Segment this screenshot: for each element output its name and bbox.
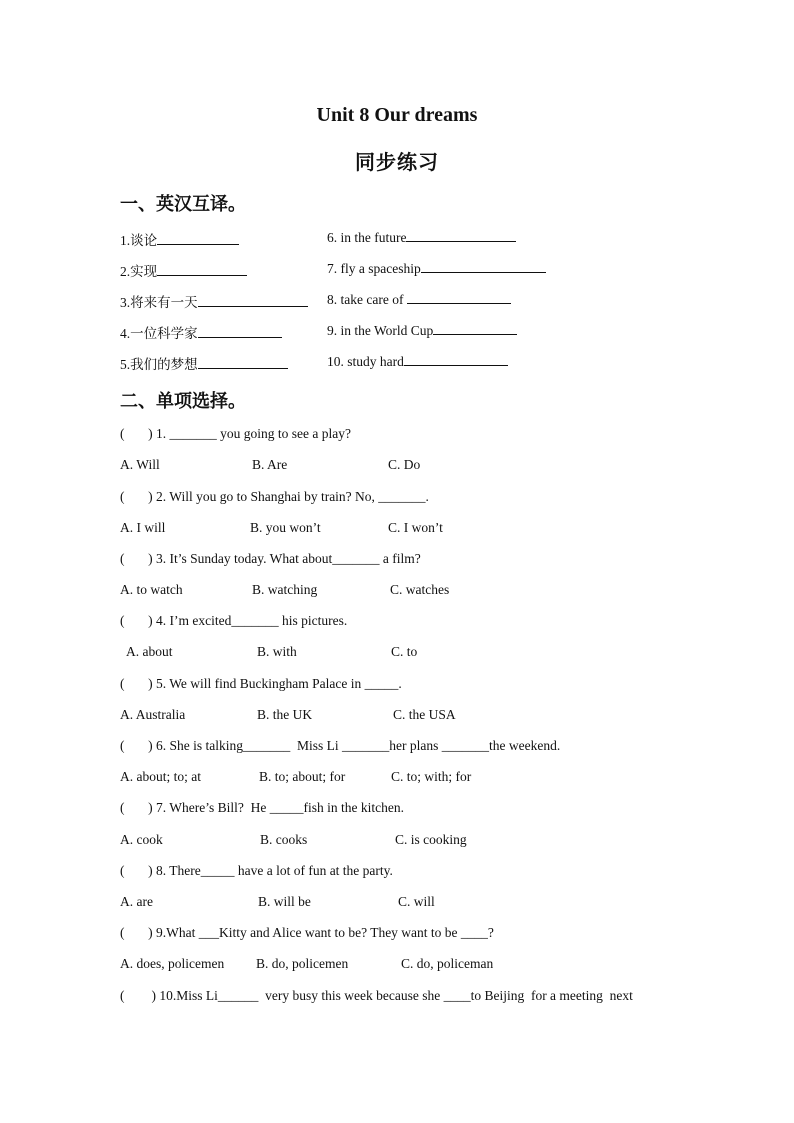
vocab-label: 7. fly a spaceship [327, 261, 421, 276]
option-b: B. cooks [260, 832, 308, 847]
vocab-item-8 [327, 291, 511, 308]
answer-blank[interactable] [407, 291, 511, 304]
option-a: A. are [120, 894, 153, 909]
vocab-label: 4.一位科学家 [120, 326, 198, 341]
question-6-stem: ( ) 6. She is talking_______ Miss Li _______her plans _______the weekend. [120, 738, 561, 753]
option-c: C. Do [388, 457, 421, 472]
vocab-item-4 [120, 322, 282, 342]
option-a: A. about; to; at [120, 769, 201, 784]
vocab-label: 5.我们的梦想 [120, 357, 198, 372]
option-c: C. do, policeman [401, 956, 494, 971]
option-b: B. the UK [257, 707, 313, 722]
vocab-label: 2.实现 [120, 264, 158, 279]
option-c: C. watches [390, 582, 450, 597]
question-1-stem: ( ) 1. _______ you going to see a play? [120, 426, 351, 441]
question-3-stem: ( ) 3. It’s Sunday today. What about_______ a film? [120, 551, 421, 566]
option-a: A. I will [120, 520, 166, 535]
vocab-item-5 [120, 353, 288, 373]
question-7-stem: ( ) 7. Where’s Bill? He _____fish in the kitchen. [120, 800, 404, 815]
option-a: A. cook [120, 832, 163, 847]
question-2-stem: ( ) 2. Will you go to Shanghai by train? No, _______. [120, 489, 429, 504]
option-b: B. to; about; for [259, 769, 346, 784]
option-c: C. the USA [393, 707, 456, 722]
section2-heading: 二、单项选择。 [120, 391, 246, 411]
answer-blank[interactable] [198, 356, 288, 369]
option-a: A. about [126, 644, 173, 659]
vocab-item-7 [327, 260, 546, 277]
option-a: A. Will [120, 457, 160, 472]
vocab-label: 8. take care of [327, 292, 407, 307]
vocab-item-9 [327, 322, 517, 339]
page-title: Unit 8 Our dreams [316, 104, 478, 126]
vocab-item-1 [120, 229, 239, 249]
option-c: C. is cooking [395, 832, 467, 847]
answer-blank[interactable] [198, 325, 282, 338]
question-9-stem: ( ) 9.What ___Kitty and Alice want to be? They want to be ____? [120, 925, 494, 940]
question-4-stem: ( ) 4. I’m excited_______ his pictures. [120, 613, 348, 628]
answer-blank[interactable] [433, 322, 517, 335]
section1-heading: 一、英汉互译。 [120, 194, 246, 214]
option-b: B. Are [252, 457, 288, 472]
vocab-label: 10. study hard [327, 354, 404, 369]
option-b: B. you won’t [250, 520, 321, 535]
option-b: B. do, policemen [256, 956, 349, 971]
vocab-item-2 [120, 260, 247, 280]
answer-blank[interactable] [404, 353, 508, 366]
vocab-item-6 [327, 229, 516, 246]
option-a: A. Australia [120, 707, 186, 722]
answer-blank[interactable] [198, 294, 308, 307]
vocab-label: 1.谈论 [120, 233, 158, 248]
option-c: C. I won’t [388, 520, 443, 535]
option-c: C. will [398, 894, 435, 909]
answer-blank[interactable] [406, 229, 516, 242]
vocab-label: 9. in the World Cup [327, 323, 434, 338]
option-b: B. with [257, 644, 297, 659]
option-b: B. will be [258, 894, 311, 909]
question-5-stem: ( ) 5. We will find Buckingham Palace in _____. [120, 676, 402, 691]
answer-blank[interactable] [157, 263, 247, 276]
option-c: C. to [391, 644, 418, 659]
option-c: C. to; with; for [391, 769, 472, 784]
question-8-stem: ( ) 8. There_____ have a lot of fun at the party. [120, 863, 393, 878]
answer-blank[interactable] [157, 232, 239, 245]
option-b: B. watching [252, 582, 318, 597]
answer-blank[interactable] [421, 260, 546, 273]
page-subtitle: 同步练习 [355, 152, 439, 174]
vocab-label: 3.将来有一天 [120, 295, 198, 310]
vocab-label: 6. in the future [327, 230, 407, 245]
vocab-item-3 [120, 291, 308, 311]
option-a: A. to watch [120, 582, 183, 597]
question-10-stem: ( ) 10.Miss Li______ very busy this week because she ____to Beijing for a meeting next [120, 988, 633, 1003]
vocab-item-10 [327, 353, 508, 370]
option-a: A. does, policemen [120, 956, 225, 971]
